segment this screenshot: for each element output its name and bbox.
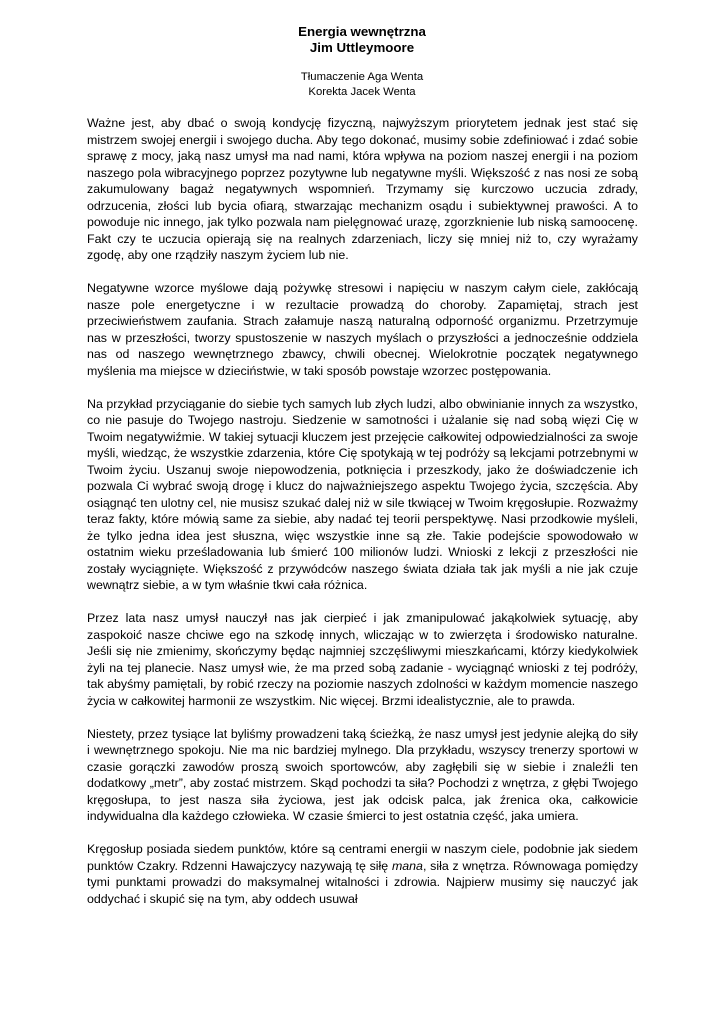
paragraph: Negatywne wzorce myślowe dają pożywkę stresowi i napięciu w naszym całym ciele, zakłócają nasze pole energetyczne i w rezultacie prowadzą do choroby. Zapamiętaj, strach jest przeciwieństwem zaufania. Strach załamuje naszą naturalną odporność organizmu. Przetrzymuje nas w przeszłości, tworzy spustoszenie w naszych myślach o przyszłości a jednocześnie oddziela nas od naszego wewnętrznego zbawcy, chwili obecnej. Wielokrotnie początek negatywnego myślenia ma miejsce w dzieciństwie, w taki sposób powstaje wzorzec postępowania.: [87, 281, 638, 378]
translation-credit: Tłumaczenie Aga Wenta: [300, 71, 424, 83]
document-author: Jim Uttleymoore: [309, 40, 415, 55]
document-title: Energia wewnętrzna: [298, 24, 426, 39]
correction-credit: Korekta Jacek Wenta: [308, 85, 416, 98]
paragraph: Ważne jest, aby dbać o swoją kondycję fizyczną, najwyższym priorytetem jednak jest stać się mistrzem swojej energii i swojego ducha. Aby tego dokonać, musimy sobie zdefiniować i zdać sobie sprawę z mocy, jaką nasz umysł ma nad nami, która wpływa na poziom naszej energii i na poziom naszego pola wibracyjnego poprzez pozytywne lub negatywne myśli. Większość z nas nosi ze sobą zakumulowany bagaż negatywnych wspomnień. Trzymamy się kurczowo uczucia zdrady, odrzucenia, złości lub bycia ofiarą, stwarzając mechanizm osądu i subiektywnej prawości. A to powoduje nic innego, jak tylko pozwala nam pielęgnować urazę, zgorzknienie lub niską samoocenę. Fakt czy te uczucia opierają się na realnych zdarzeniach, liczy się mniej niż to, czy wyrażamy zgodę, aby one rządziły naszym życiem lub nie.: [87, 116, 638, 262]
paragraph-last: [87, 841, 638, 907]
paragraph: Niestety, przez tysiące lat byliśmy prowadzeni taką ścieżką, że nasz umysł jest jedynie alejką do siły i wewnętrznego spokoju. Nie ma nic bardziej mylnego. Dla przykładu, wszyscy trenerzy sportowi w czasie gorączki zawodów proszą swoich sportowców, aby zagłębili się w siebie i znaleźli ten dodatkowy „metr”, aby zostać mistrzem. Skąd pochodzi ta siła? Pochodzi z wnętrza, z głębi Twojego kręgosłupa, to jest nasza siła życiowa, jest jak odcisk palca, jak źrenica oka, całkowicie indywidualna dla każdego człowieka. W czasie śmierci to jest ostatnia część, jaka umiera.: [87, 726, 638, 823]
paragraph-text: , siła z wnętrza. Równowaga pomiędzy tymi punktami prowadzi do maksymalnej witalności i zdrowia. Najpierw musimy się nauczyć jak oddychać i skupić się na tym, aby oddech usuwał: [87, 858, 638, 906]
credits-block: [0, 70, 724, 99]
paragraph-text: Kręgosłup posiada siedem punktów, które są centrami energii w naszym ciele, podobnie jak siedem punktów Czakry. Rdzenni Hawajczycy nazywają tę siłę: [87, 842, 638, 873]
paragraph: Na przykład przyciąganie do siebie tych samych lub złych ludzi, albo obwinianie innych za wszystko, co nie pasuje do Twojego nastroju. Siedzenie w samotności i użalanie się nad sobą więzi Cię w Twoim negatywiźmie. W takiej sytuacji kluczem jest przejęcie całkowitej odpowiedzialności za swoje myśli, wiedząc, że wszystkie zdarzenia, które Cię spotykają w tej podróży są lekcjami potrzebnymi w Twoim życiu. Uszanuj swoje niepowodzenia, potknięcia i przeszkody, jako że doświadczenie ich pozwala Ci wybrać swoją drogę i klucz do najważniejszego aspektu Twojego życia, szczęścia. Aby osiągnąć ten ulotny cel, nie musisz szukać dalej niż w sile tkwiącej w Twoim kręgosłupie. Rozważmy teraz fakty, które mówią same za siebie, aby nadać tej teorii perspektywę. Nasi przodkowie myśleli, że tylko jedna idea jest słuszna, więc wszystkie inne są złe. Takie podejście spowodowało w ostatnim wieku prześladowania lub śmierć 100 milionów ludzi. Wnioski z lekcji z przeszłości nie zostały wyciągnięte. Większość z przywódców naszego świata działa tak jak myśli a nie jak czuje wewnątrz siebie, a w tym właśnie tkwi cała różnica.: [87, 396, 638, 592]
paragraph: Przez lata nasz umysł nauczył nas jak cierpieć i jak zmanipulować jakąkolwiek sytuację, aby zaspokoić nasze chciwe ego na szkodę innych, wliczając w to zwierzęta i środowisko naturalne. Jeśli się nie zmienimy, skończymy będąc najmniej szczęśliwymi mieszkańcami, którzy kiedykolwiek żyli na tej planecie. Nasz umysł wie, że ma przed sobą zadanie - wyciągnąć wnioski z tej podróży, tak abyśmy pamiętali, by robić rzeczy na poziomie naszych zdolności w każdym momencie naszego życia w całkowitej harmonii ze wszystkim. Nic więcej. Brzmi idealistycznie, ale to prawda.: [87, 611, 638, 708]
italic-term: mana: [391, 858, 423, 873]
document-body: [87, 115, 638, 907]
title-block: [0, 24, 724, 56]
